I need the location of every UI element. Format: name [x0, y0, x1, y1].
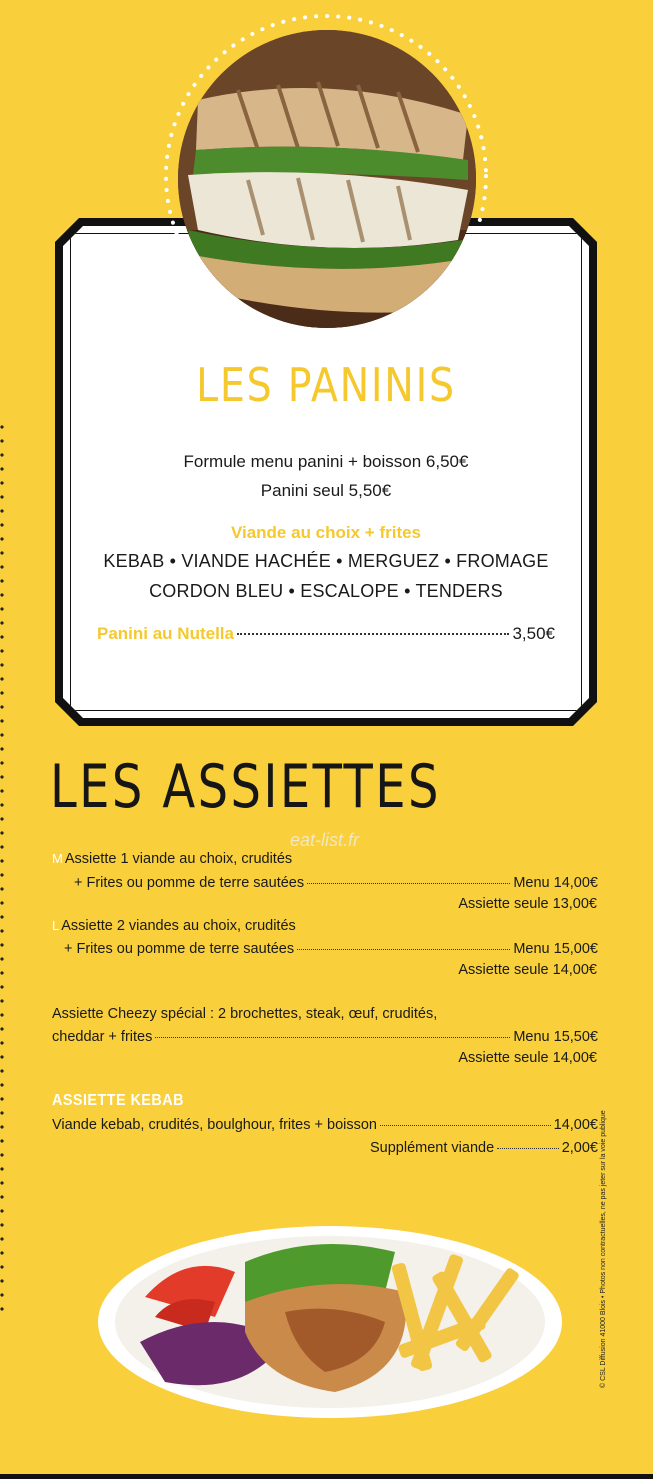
nutella-dot-leader [237, 633, 509, 635]
panini-title: LES PANINIS [196, 358, 456, 412]
assiette3-line1: Assiette Cheezy spécial : 2 brochettes, steak, œuf, crudités, [52, 1006, 438, 1022]
panini-seul: Panini seul 5,50€ [260, 481, 392, 500]
plate-photo [95, 1222, 565, 1422]
dot-leader [155, 1037, 510, 1038]
bottom-border [0, 1474, 653, 1479]
supplement-label: Supplément viande [370, 1140, 495, 1156]
viande-au-choix-label: Viande au choix + frites [230, 523, 422, 542]
panini-options-line1: KEBAB • VIANDE HACHÉE • MERGUEZ • FROMAGE [103, 551, 549, 571]
assiette1-menu-price: Menu 14,00€ [513, 875, 598, 891]
assiette1-line1: Assiette 1 viande au choix, crudités [64, 851, 293, 867]
dot-leader [380, 1125, 551, 1126]
nutella-name: Panini au Nutella [97, 624, 234, 643]
assiette1-line2-row [74, 875, 598, 891]
assiettes-title: LES ASSIETTES [50, 752, 441, 822]
assiette2-line1: Assiette 2 viandes au choix, crudités [61, 918, 296, 934]
assiette3-line2-row [52, 1029, 598, 1045]
kebab-line1: Viande kebab, crudités, boulghour, frites + boisson [52, 1117, 377, 1133]
assiette3-line1-row [52, 1006, 437, 1022]
assiette3-menu-price: Menu 15,50€ [513, 1029, 598, 1045]
assiette2-line2-row [64, 941, 598, 957]
kebab-price: 14,00€ [553, 1117, 598, 1133]
assiette1-line1-row [52, 851, 292, 867]
supplement-row [370, 1140, 598, 1156]
panini-formule: Formule menu panini + boisson 6,50€ [183, 452, 469, 471]
assiette2-seule-price: Assiette seule 14,00€ [458, 962, 597, 978]
panini-photo [178, 30, 476, 328]
dot-leader [497, 1148, 559, 1149]
size-letter-m: M [52, 851, 63, 866]
panini-options-line2: CORDON BLEU • ESCALOPE • TENDERS [149, 581, 503, 601]
size-letter-l: L [52, 918, 60, 933]
dot-leader [297, 949, 510, 950]
assiette3-seule-price: Assiette seule 14,00€ [458, 1050, 597, 1066]
assiette2-line1-row [52, 918, 296, 934]
assiette2-line2: + Frites ou pomme de terre sautées [64, 941, 295, 957]
legal-credit: © CSL Diffusion 41000 Blois • Photos non contractuelles, ne pas jeter sur la voie publique [600, 1110, 607, 1388]
nutella-row [97, 624, 555, 644]
assiette-kebab-heading: ASSIETTE KEBAB [52, 1092, 184, 1109]
assiette2-menu-price: Menu 15,00€ [513, 941, 598, 957]
assiette1-seule-price: Assiette seule 13,00€ [458, 896, 597, 912]
dot-leader [307, 883, 510, 884]
assiette3-line2: cheddar + frites [52, 1029, 153, 1045]
binder-dots [0, 420, 4, 1320]
nutella-price: 3,50€ [512, 624, 555, 643]
assiette1-line2: + Frites ou pomme de terre sautées [74, 875, 305, 891]
kebab-line1-row [52, 1117, 598, 1133]
watermark: eat-list.fr [290, 830, 360, 850]
supplement-price: 2,00€ [561, 1140, 598, 1156]
